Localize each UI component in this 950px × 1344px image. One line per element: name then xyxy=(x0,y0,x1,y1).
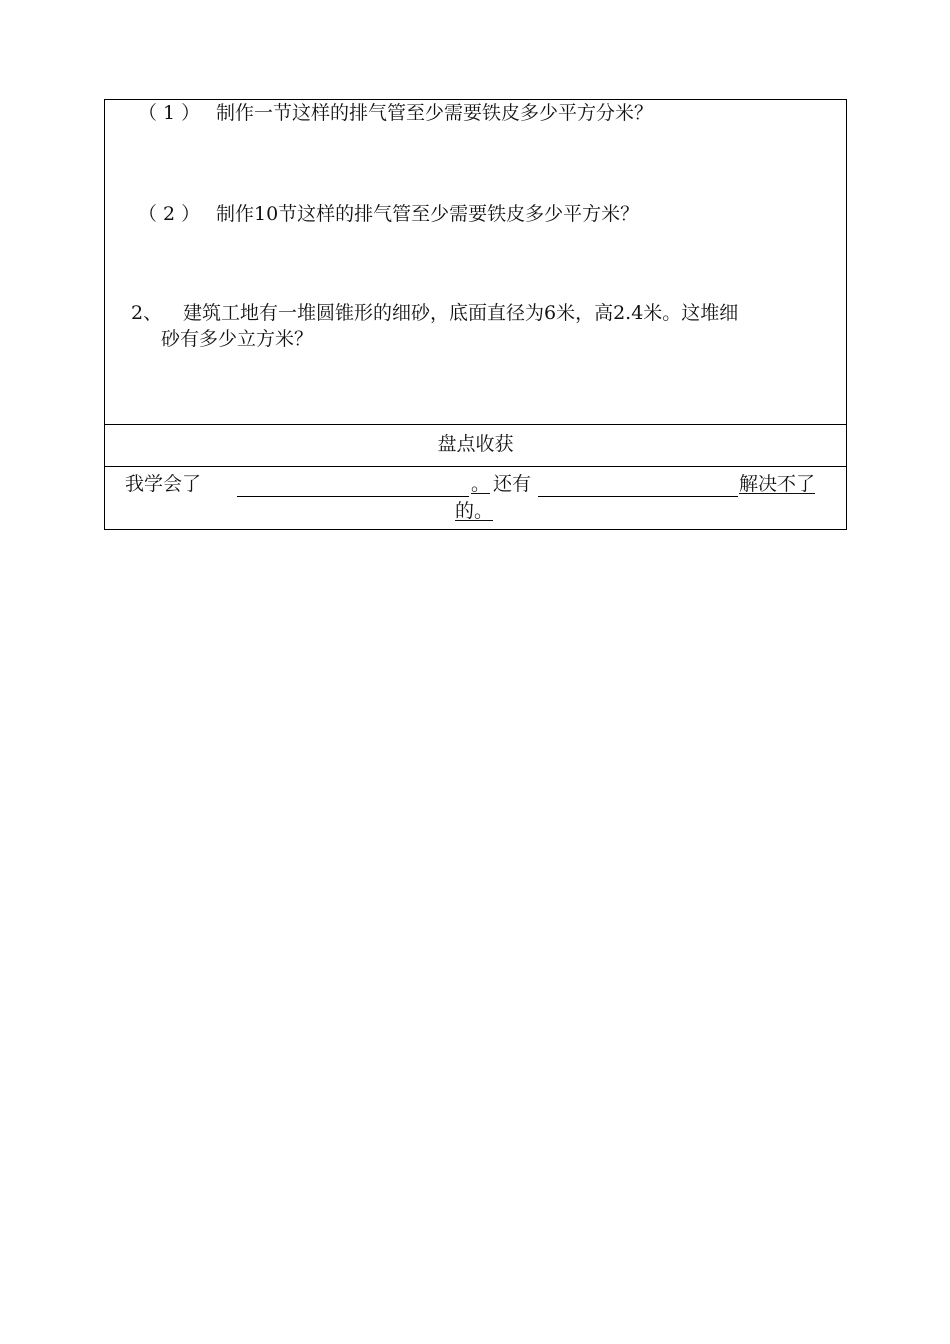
question-text-line1: 建筑工地有一堆圆锥形的细砂，底面直径为6米，高2.4米。这堆细 xyxy=(183,302,739,324)
learned-period: 。 xyxy=(471,473,491,495)
question-text-line2: 砂有多少立方米？ xyxy=(161,328,314,350)
worksheet-table xyxy=(104,99,847,530)
questions-section xyxy=(105,100,846,425)
summary-title: 盘点收获 xyxy=(437,433,514,455)
learned-label: 我学会了 xyxy=(125,473,202,495)
question-number: 2、 xyxy=(131,302,163,324)
question-text: 制作一节这样的排气管至少需要铁皮多少平方分米？ xyxy=(216,102,654,124)
question-number: （2） xyxy=(138,203,207,225)
question-1-2 xyxy=(138,201,639,227)
unsolved-blank[interactable] xyxy=(538,471,738,497)
question-1-1 xyxy=(138,100,653,126)
still-label: 还有 xyxy=(493,473,532,495)
unsolved-tail: 解决不了 xyxy=(739,473,816,495)
question-2 xyxy=(131,300,843,352)
summary-fill-row xyxy=(105,467,846,529)
unsolved-end: 的。 xyxy=(455,500,494,522)
summary-title-row xyxy=(105,425,846,467)
learned-blank[interactable] xyxy=(237,471,469,497)
question-number: （1） xyxy=(138,102,207,124)
question-text: 制作10节这样的排气管至少需要铁皮多少平方米？ xyxy=(216,203,640,225)
